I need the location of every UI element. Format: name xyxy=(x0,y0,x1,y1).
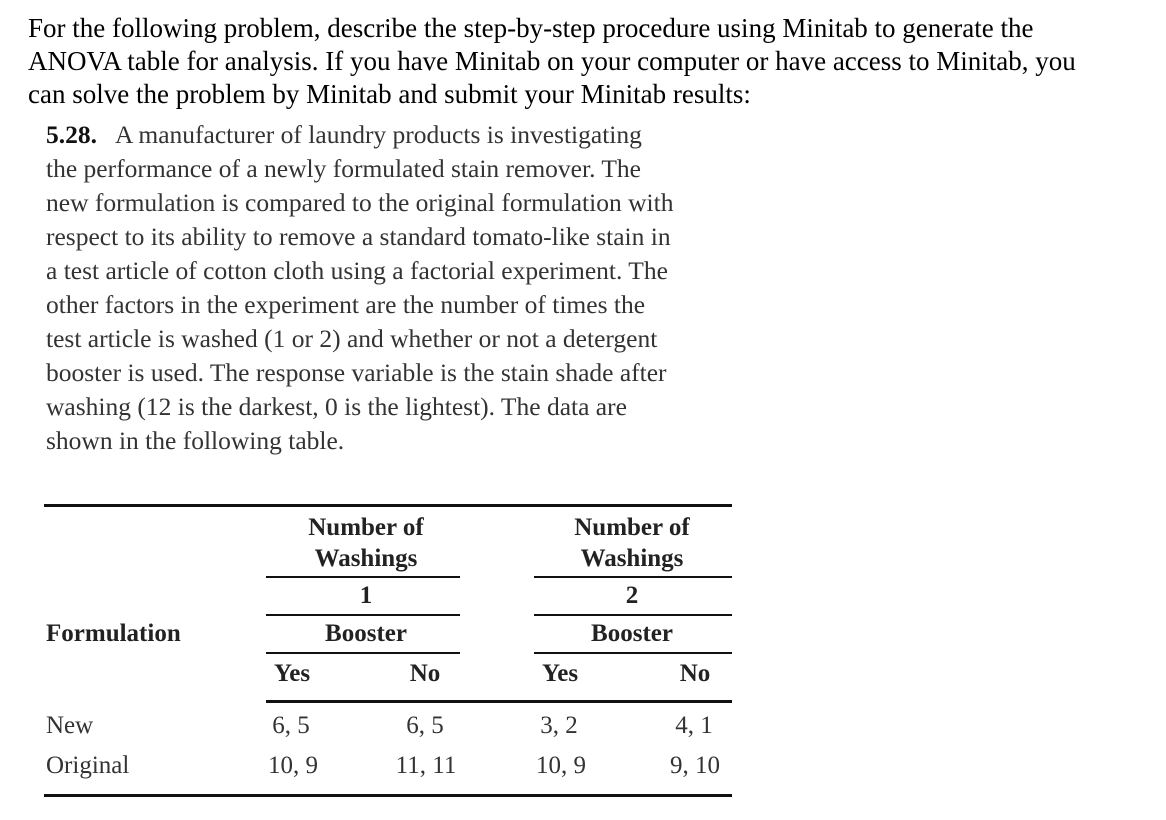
washings-value-group-2: 2 xyxy=(625,582,639,609)
problem-first-line xyxy=(46,118,736,152)
problem-line: the performance of a newly formulated stain remover. The xyxy=(46,154,642,183)
washings-label-line2: Washings xyxy=(314,545,418,572)
problem-line: A manufacturer of laundry products is investigating xyxy=(115,120,642,149)
group-1-rule-c xyxy=(266,652,460,654)
washings-header-group-1 xyxy=(308,512,424,574)
table-cell: 10, 9 xyxy=(268,752,318,779)
booster-label-group-2: Booster xyxy=(591,620,673,647)
problem-line: washing (12 is the darkest, 0 is the lightest). The data are xyxy=(46,392,627,421)
instructions-line: can solve the problem by Minitab and submit your Minitab results: xyxy=(28,79,751,109)
problem-line: respect to its ability to remove a standard tomato-like stain in xyxy=(46,222,671,251)
group-2-rule-b xyxy=(534,614,732,616)
column-header-yes: Yes xyxy=(541,660,579,687)
instructions-line: ANOVA table for analysis. If you have Minitab on your computer or have access to Minitab, you xyxy=(28,46,1076,76)
row-label-new: New xyxy=(46,712,94,739)
problem-line: test article is washed (1 or 2) and whether or not a detergent xyxy=(46,324,658,353)
table-cell: 6, 5 xyxy=(272,712,310,739)
booster-label-group-1: Booster xyxy=(325,620,407,647)
table-cell: 6, 5 xyxy=(406,712,444,739)
column-header-no: No xyxy=(409,660,441,687)
group-2-rule-c xyxy=(534,652,732,654)
table-cell: 10, 9 xyxy=(536,752,586,779)
table-bottom-rule xyxy=(44,794,732,797)
row-header-formulation: Formulation xyxy=(46,620,181,647)
data-table xyxy=(44,504,732,800)
problem-line: other factors in the experiment are the number of times the xyxy=(46,290,646,319)
group-2-rule-a xyxy=(534,576,732,578)
washings-label-line1: Number of xyxy=(308,514,424,541)
column-header-no: No xyxy=(679,660,711,687)
problem-text xyxy=(46,118,736,458)
problem-line: new formulation is compared to the original formulation with xyxy=(46,188,674,217)
instructions-text xyxy=(28,12,1148,111)
table-cell: 9, 10 xyxy=(670,752,720,779)
group-1-rule-a xyxy=(266,576,460,578)
washings-label-line1: Number of xyxy=(574,514,690,541)
column-header-yes: Yes xyxy=(273,660,311,687)
instructions-line: For the following problem, describe the step-by-step procedure using Minitab to generate the xyxy=(28,13,1034,43)
washings-header-group-2 xyxy=(574,512,690,574)
washings-label-line2: Washings xyxy=(580,545,684,572)
table-cell: 11, 11 xyxy=(395,752,457,779)
problem-line: shown in the following table. xyxy=(46,426,345,455)
table-cell: 3, 2 xyxy=(540,712,578,739)
table-top-rule xyxy=(44,504,732,507)
header-body-rule xyxy=(266,700,732,703)
problem-line: a test article of cotton cloth using a factorial experiment. The xyxy=(46,256,668,285)
group-1-rule-b xyxy=(266,614,460,616)
row-label-original: Original xyxy=(46,752,130,779)
problem-number: 5.28. xyxy=(46,120,97,149)
problem-line: booster is used. The response variable is the stain shade after xyxy=(46,358,667,387)
washings-value-group-1: 1 xyxy=(359,582,373,609)
table-cell: 4, 1 xyxy=(675,712,713,739)
